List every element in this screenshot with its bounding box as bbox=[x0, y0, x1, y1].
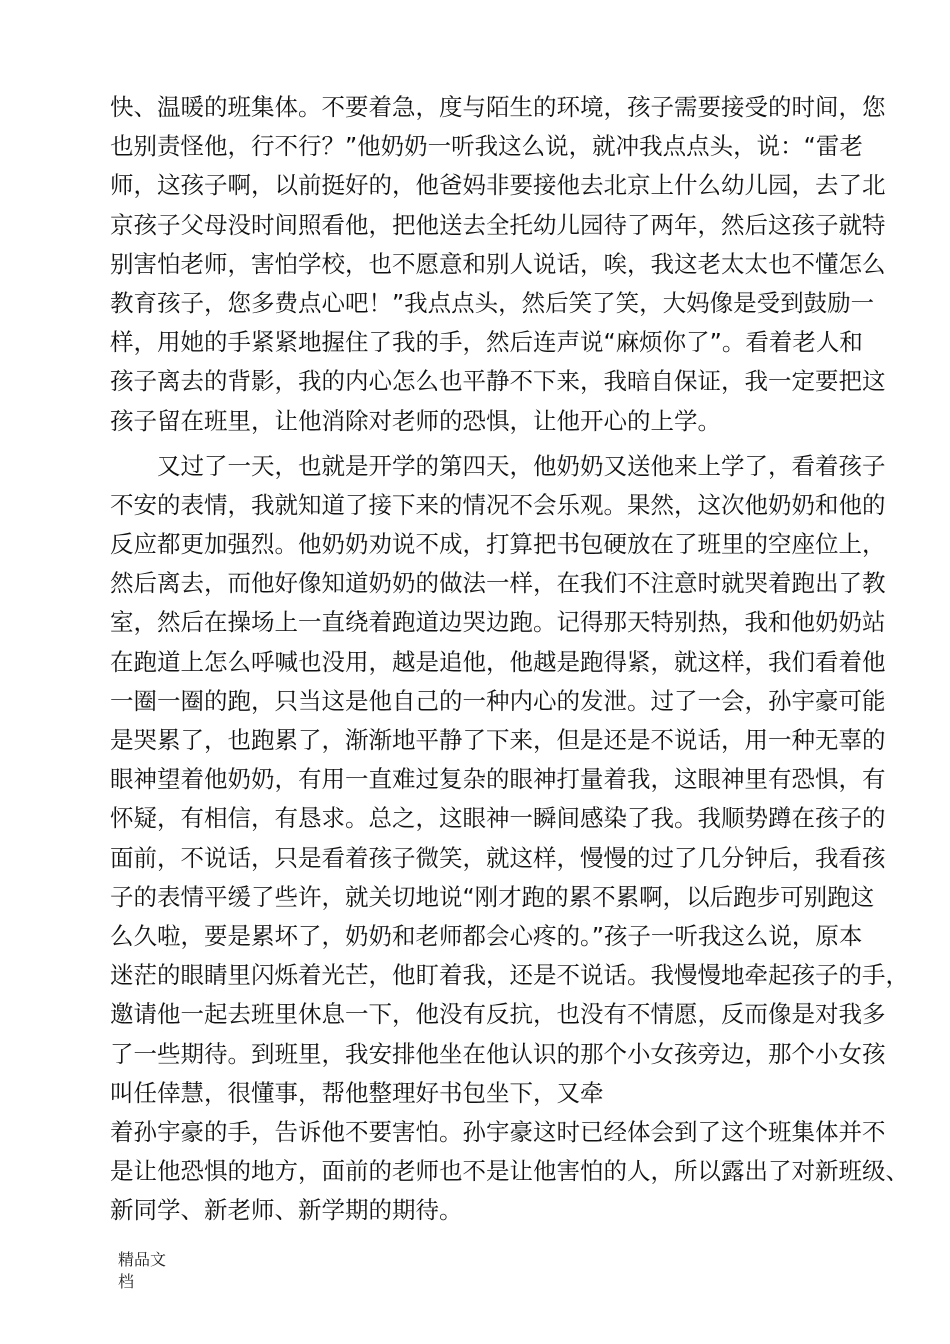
text-line: 师，这孩子啊，以前挺好的，他爸妈非要接他去北京上什么幼儿园，去了北 bbox=[110, 171, 886, 200]
text-line: 迷茫的眼睛里闪烁着光芒，他盯着我，还是不说话。我慢慢地牵起孩子的手， bbox=[110, 961, 909, 990]
footer-line: 档 bbox=[118, 1272, 135, 1291]
text-line: 么久啦，要是累坏了，奶奶和老师都会心疼的。”孩子一听我这么说，原本 bbox=[110, 921, 863, 950]
document-body bbox=[110, 88, 909, 1230]
text-line: 在跑道上怎么呼喊也没用，越是追他，他越是跑得紧，就这样，我们看着他 bbox=[110, 647, 886, 676]
text-line: 孩子离去的背影，我的内心怎么也平静不下来，我暗自保证，我一定要把这 bbox=[110, 367, 886, 396]
text-line: 又过了一天，也就是开学的第四天，他奶奶又送他来上学了，看着孩子 bbox=[157, 451, 886, 480]
text-line: 教育孩子，您多费点心吧！”我点点头，然后笑了笑，大妈像是受到鼓励一 bbox=[110, 288, 875, 317]
text-line: 眼神望着他奶奶，有用一直难过复杂的眼神打量着我，这眼神里有恐惧，有 bbox=[110, 765, 886, 794]
text-line: 京孩子父母没时间照看他，把他送去全托幼儿园待了两年，然后这孩子就特 bbox=[110, 210, 886, 239]
text-line: 着孙宇豪的手，告诉他不要害怕。孙宇豪这时已经体会到了这个班集体并不 bbox=[110, 1117, 886, 1146]
text-line: 邀请他一起去班里休息一下，他没有反抗，也没有不情愿，反而像是对我多 bbox=[110, 1000, 886, 1029]
text-line: 新同学、新老师、新学期的期待。 bbox=[110, 1196, 463, 1225]
text-line: 别害怕老师，害怕学校，也不愿意和别人说话，唉，我这老太太也不懂怎么 bbox=[110, 249, 886, 278]
text-line: 反应都更加强烈。他奶奶劝说不成，打算把书包硬放在了班里的空座位上， bbox=[110, 530, 886, 559]
text-line: 然后离去，而他好像知道奶奶的做法一样，在我们不注意时就哭着跑出了教 bbox=[110, 569, 886, 598]
text-line: 怀疑，有相信，有恳求。总之，这眼神一瞬间感染了我。我顺势蹲在孩子的 bbox=[110, 804, 886, 833]
text-line: 是让他恐惧的地方，面前的老师也不是让他害怕的人，所以露出了对新班级、 bbox=[110, 1157, 909, 1186]
footer-line: 精品文 bbox=[118, 1250, 167, 1269]
paragraph-2 bbox=[110, 447, 909, 1231]
text-line: 也别责怪他，行不行？”他奶奶一听我这么说，就冲我点点头，说：“雷老 bbox=[110, 132, 863, 161]
text-line: 叫任倖慧，很懂事，帮他整理好书包坐下，又牵 bbox=[110, 1078, 604, 1107]
text-line: 是哭累了，也跑累了，渐渐地平静了下来，但是还是不说话，用一种无辜的 bbox=[110, 726, 886, 754]
text-line: 了一些期待。到班里，我安排他坐在他认识的那个小女孩旁边，那个小女孩 bbox=[110, 1039, 886, 1068]
text-line: 孩子留在班里，让他消除对老师的恐惧，让他开心的上学。 bbox=[110, 406, 721, 435]
text-line: 面前，不说话，只是看着孩子微笑，就这样，慢慢的过了几分钟后，我看孩 bbox=[110, 843, 886, 872]
footer-watermark bbox=[118, 1249, 178, 1293]
text-line: 室，然后在操场上一直绕着跑道边哭边跑。记得那天特别热，我和他奶奶站 bbox=[110, 608, 886, 637]
text-line: 快、温暖的班集体。不要着急，度与陌生的环境，孩子需要接受的时间，您 bbox=[110, 93, 886, 121]
text-line: 一圈一圈的跑，只当这是他自己的一种内心的发泄。过了一会，孙宇豪可能 bbox=[110, 686, 886, 715]
paragraph-1 bbox=[110, 88, 886, 441]
text-line: 子的表情平缓了些许，就关切地说“刚才跑的累不累啊，以后跑步可别跑这 bbox=[110, 882, 875, 911]
text-line: 不安的表情，我就知道了接下来的情况不会乐观。果然，这次他奶奶和他的 bbox=[110, 490, 886, 519]
text-line: 样，用她的手紧紧地握住了我的手，然后连声说“麻烦你了”。看着老人和 bbox=[110, 328, 863, 357]
